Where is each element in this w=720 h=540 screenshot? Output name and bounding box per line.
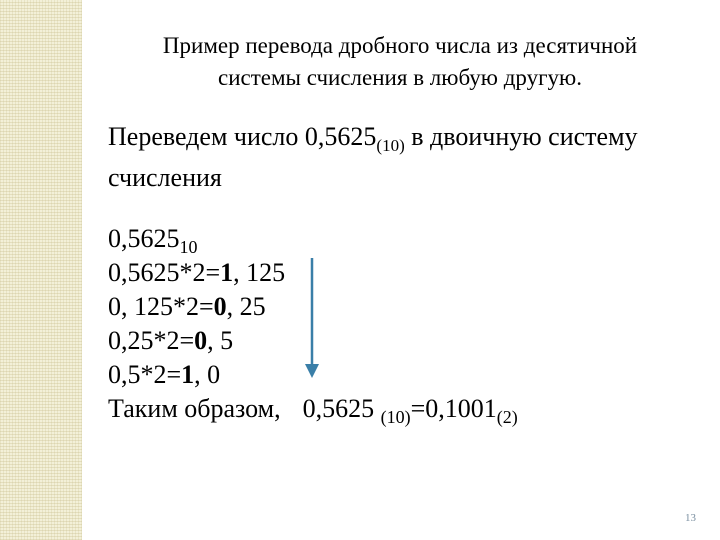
start-base-subscript: 10 — [179, 237, 198, 257]
conclusion-base-from: (10) — [380, 407, 411, 427]
intro-text-1: Переведем число 0,5625 — [108, 122, 377, 151]
step-expression: 0,5625*2= — [108, 258, 221, 287]
intro-base-subscript: (10) — [376, 136, 405, 155]
step-digit: 0 — [213, 292, 227, 321]
page-number: 13 — [685, 512, 696, 524]
intro-line-1 — [108, 118, 708, 159]
intro-text-2: в двоичную систему — [404, 122, 638, 151]
step-expression: 0,5*2= — [108, 360, 182, 389]
intro-line-2: счисления — [108, 163, 222, 192]
conclusion-number: 0,5625 — [302, 394, 381, 423]
step-digit: 1 — [220, 258, 234, 287]
step-fraction: , 25 — [226, 292, 266, 321]
title-line-2: системы счисления в любую другую. — [217, 65, 582, 90]
reading-direction-arrow — [300, 256, 324, 380]
step-fraction: , 125 — [233, 258, 286, 287]
slide-title — [100, 30, 700, 94]
conclusion-result: =0,1001 — [410, 394, 497, 423]
side-band-border — [82, 0, 84, 540]
step-expression: 0, 125*2= — [108, 292, 214, 321]
step-fraction: , 5 — [207, 326, 234, 355]
step-expression: 0,25*2= — [108, 326, 195, 355]
start-number-row — [108, 222, 518, 256]
conclusion-base-to: (2) — [496, 407, 518, 427]
step-fraction: , 0 — [194, 360, 221, 389]
decorative-side-band — [0, 0, 82, 540]
step-digit: 1 — [181, 360, 195, 389]
arrow-head — [305, 364, 319, 378]
conclusion-row — [108, 392, 518, 426]
intro-paragraph — [108, 118, 708, 197]
start-number: 0,5625 — [108, 224, 180, 253]
step-digit: 0 — [194, 326, 208, 355]
conclusion-lead: Таким образом, — [108, 394, 281, 423]
title-line-1: Пример перевода дробного числа из десятичной — [162, 33, 638, 58]
